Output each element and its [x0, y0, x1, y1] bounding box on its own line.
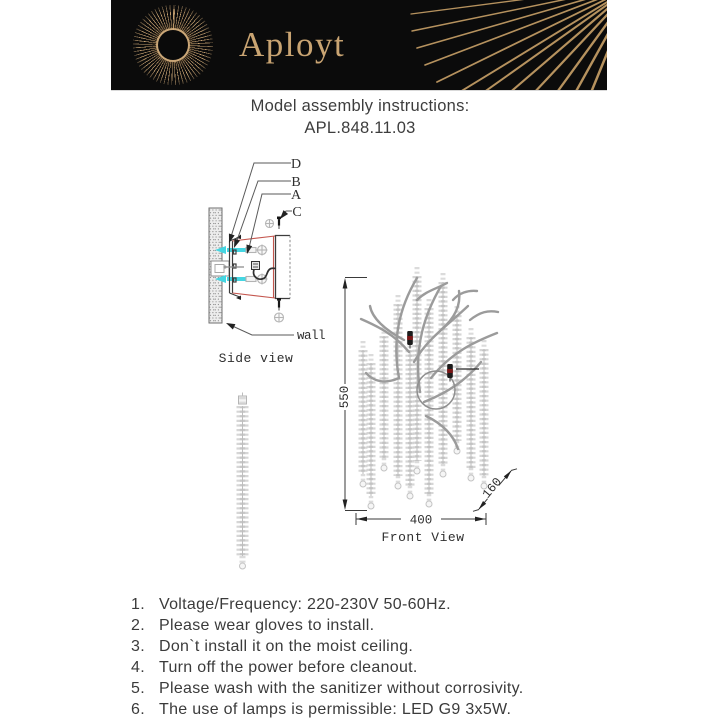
screw-icon-bottom-canopy [275, 313, 284, 323]
height-dimension-label: 550 [338, 385, 352, 409]
side-view-caption: Side view [218, 351, 294, 366]
part-label-d: D [290, 157, 302, 172]
bolt-bottom [277, 298, 281, 311]
bead-strand [381, 327, 387, 471]
decor-strand [239, 393, 247, 570]
list-item [131, 657, 523, 678]
item-number: 4. [131, 659, 145, 676]
bead-strand [360, 341, 366, 487]
item-number: 5. [131, 680, 145, 697]
item-text: The use of lamps is permissible: LED G9 3x5W. [159, 701, 512, 718]
depth-dimension-label: 160 [479, 475, 505, 502]
bead-strand [454, 306, 460, 454]
part-label-c: C [292, 205, 302, 220]
side-view-diagram [209, 157, 325, 366]
list-item [131, 594, 523, 615]
item-text: Don`t install it on the moist ceiling. [159, 638, 414, 655]
width-dimension-label: 400 [409, 513, 433, 528]
list-item [131, 615, 523, 636]
wall-label: wall [297, 329, 326, 343]
screw-icon-c [265, 219, 274, 228]
model-number: APL.848.11.03 [304, 119, 416, 137]
item-number: 1. [131, 596, 145, 613]
bead-strand [240, 397, 246, 569]
canopy [276, 236, 291, 299]
front-view-caption: Front View [381, 530, 465, 545]
bead-strand [426, 299, 432, 507]
dimension-400 [356, 513, 486, 528]
list-item [131, 678, 523, 699]
item-text: Please wear gloves to install. [159, 617, 375, 634]
item-number: 6. [131, 701, 145, 718]
sunburst-core [158, 30, 188, 60]
list-item [131, 699, 523, 720]
bead-strands [360, 267, 487, 509]
item-number: 3. [131, 638, 145, 655]
part-label-b: B [291, 175, 301, 190]
item-text: Please wash with the sanitizer without corrosivity. [159, 680, 524, 697]
brand-wordmark: Aployt [239, 25, 346, 64]
part-label-a: A [290, 188, 302, 203]
bead-strand [440, 273, 446, 477]
instructions-list [131, 594, 523, 720]
list-item [131, 636, 523, 657]
bead-strand [407, 341, 413, 499]
page-title: Model assembly instructions: [250, 97, 470, 115]
terminal-block [252, 262, 260, 270]
bead-strand [468, 328, 474, 481]
front-view-diagram [338, 267, 517, 545]
center-screw-head [223, 265, 226, 268]
item-text: Turn off the power before cleanout. [159, 659, 418, 676]
item-number: 2. [131, 617, 145, 634]
item-text: Voltage/Frequency: 220-230V 50-60Hz. [159, 596, 451, 613]
junction-box [211, 261, 229, 276]
